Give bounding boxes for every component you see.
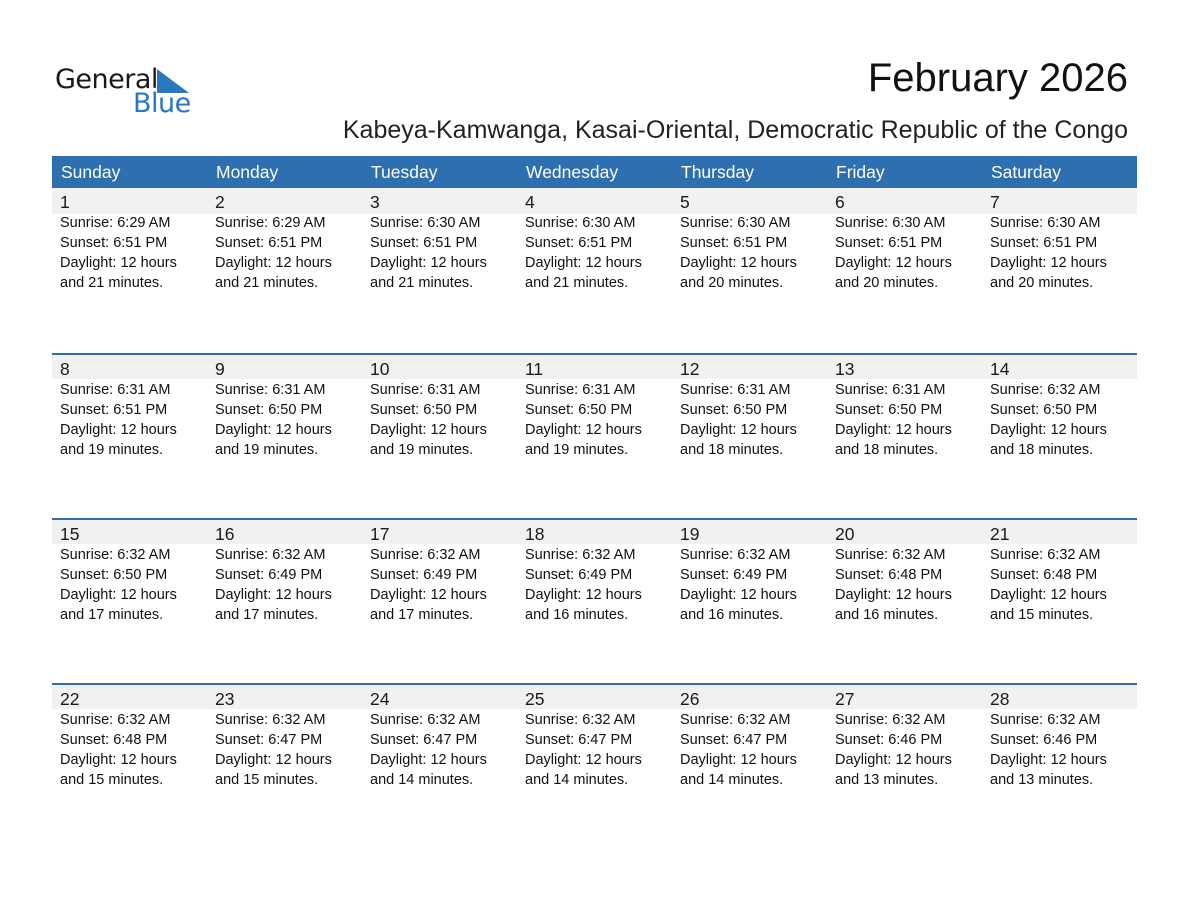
day-cell (827, 188, 982, 293)
sunrise-text: Sunrise: 6:32 AM (370, 547, 481, 563)
sunset-text: Sunset: 6:46 PM (835, 732, 943, 748)
daylight-minutes-text: and 13 minutes. (835, 772, 939, 788)
sunset-text: Sunset: 6:47 PM (680, 732, 788, 748)
sunrise-text: Sunrise: 6:30 AM (525, 215, 636, 231)
day-number: 1 (60, 192, 70, 212)
day-number: 18 (525, 524, 545, 544)
daylight-text: Daylight: 12 hours (835, 255, 952, 271)
daylight-minutes-text: and 18 minutes. (680, 442, 784, 458)
day-cell (982, 188, 1137, 293)
sunrise-text: Sunrise: 6:32 AM (835, 712, 946, 728)
daylight-minutes-text: and 19 minutes. (215, 442, 319, 458)
day-cell (207, 188, 362, 293)
day-cell (827, 683, 982, 790)
daylight-minutes-text: and 17 minutes. (370, 607, 474, 623)
sunset-text: Sunset: 6:50 PM (60, 567, 168, 583)
daylight-text: Daylight: 12 hours (215, 422, 332, 438)
sunset-text: Sunset: 6:50 PM (990, 402, 1098, 418)
day-cell (827, 353, 982, 460)
daylight-text: Daylight: 12 hours (990, 255, 1107, 271)
sunset-text: Sunset: 6:46 PM (990, 732, 1098, 748)
day-cell (52, 683, 207, 790)
day-number: 3 (370, 192, 380, 212)
daylight-minutes-text: and 21 minutes. (525, 275, 629, 291)
day-number: 13 (835, 359, 855, 379)
day-number: 27 (835, 689, 855, 709)
daylight-text: Daylight: 12 hours (835, 587, 952, 603)
daylight-minutes-text: and 19 minutes. (525, 442, 629, 458)
sunrise-text: Sunrise: 6:30 AM (835, 215, 946, 231)
day-cell (207, 353, 362, 460)
logo-word-blue: Blue (133, 88, 191, 119)
day-cell (362, 353, 517, 460)
day-cell (52, 188, 207, 293)
daylight-text: Daylight: 12 hours (525, 255, 642, 271)
day-number: 6 (835, 192, 845, 212)
day-number: 4 (525, 192, 535, 212)
day-number: 11 (525, 359, 544, 379)
day-number: 10 (370, 359, 390, 379)
daylight-text: Daylight: 12 hours (60, 752, 177, 768)
weekday-header-cell: Sunday (61, 162, 121, 182)
daylight-text: Daylight: 12 hours (525, 752, 642, 768)
day-cell (52, 353, 207, 460)
week-row (52, 518, 1137, 683)
daylight-minutes-text: and 20 minutes. (835, 275, 939, 291)
day-cell (672, 683, 827, 790)
day-number: 8 (60, 359, 70, 379)
sunset-text: Sunset: 6:49 PM (370, 567, 478, 583)
sunset-text: Sunset: 6:51 PM (680, 235, 788, 251)
logo (55, 64, 205, 120)
daylight-text: Daylight: 12 hours (990, 587, 1107, 603)
sunset-text: Sunset: 6:47 PM (370, 732, 478, 748)
sunset-text: Sunset: 6:50 PM (370, 402, 478, 418)
day-number: 12 (680, 359, 700, 379)
sunrise-text: Sunrise: 6:31 AM (215, 382, 326, 398)
page-title: February 2026 (867, 56, 1128, 100)
daylight-minutes-text: and 14 minutes. (370, 772, 474, 788)
daylight-minutes-text: and 14 minutes. (680, 772, 784, 788)
sunrise-text: Sunrise: 6:32 AM (525, 712, 636, 728)
sunrise-text: Sunrise: 6:32 AM (990, 547, 1101, 563)
sunrise-text: Sunrise: 6:31 AM (835, 382, 946, 398)
day-cell (517, 518, 672, 625)
daylight-minutes-text: and 16 minutes. (835, 607, 939, 623)
week-row (52, 188, 1137, 353)
weekday-header-cell: Friday (836, 162, 885, 182)
sunrise-text: Sunrise: 6:32 AM (990, 712, 1101, 728)
day-cell (827, 518, 982, 625)
day-number: 5 (680, 192, 690, 212)
sunrise-text: Sunrise: 6:30 AM (680, 215, 791, 231)
day-number: 2 (215, 192, 225, 212)
day-number: 17 (370, 524, 390, 544)
sunset-text: Sunset: 6:51 PM (60, 402, 168, 418)
day-number: 21 (990, 524, 1010, 544)
day-cell (672, 188, 827, 293)
daylight-text: Daylight: 12 hours (990, 422, 1107, 438)
sunset-text: Sunset: 6:51 PM (990, 235, 1098, 251)
day-cell (52, 518, 207, 625)
sunset-text: Sunset: 6:48 PM (60, 732, 168, 748)
daylight-text: Daylight: 12 hours (60, 255, 177, 271)
sunset-text: Sunset: 6:49 PM (680, 567, 788, 583)
sunset-text: Sunset: 6:50 PM (525, 402, 633, 418)
sunrise-text: Sunrise: 6:29 AM (60, 215, 171, 231)
sunrise-text: Sunrise: 6:32 AM (60, 712, 171, 728)
sunrise-text: Sunrise: 6:31 AM (370, 382, 481, 398)
day-number: 22 (60, 689, 80, 709)
day-number: 7 (990, 192, 1000, 212)
sunrise-text: Sunrise: 6:32 AM (60, 547, 171, 563)
sunset-text: Sunset: 6:50 PM (680, 402, 788, 418)
weekday-header-cell: Saturday (991, 162, 1062, 182)
sunset-text: Sunset: 6:51 PM (370, 235, 478, 251)
sunset-text: Sunset: 6:49 PM (525, 567, 633, 583)
daylight-text: Daylight: 12 hours (215, 752, 332, 768)
daylight-text: Daylight: 12 hours (215, 587, 332, 603)
sunset-text: Sunset: 6:48 PM (835, 567, 943, 583)
daylight-minutes-text: and 21 minutes. (60, 275, 164, 291)
daylight-text: Daylight: 12 hours (370, 587, 487, 603)
day-number: 20 (835, 524, 855, 544)
day-cell (207, 518, 362, 625)
sunset-text: Sunset: 6:51 PM (835, 235, 943, 251)
weekday-header-cell: Thursday (681, 162, 754, 182)
day-number: 28 (990, 689, 1010, 709)
daylight-minutes-text: and 13 minutes. (990, 772, 1094, 788)
day-number: 16 (215, 524, 235, 544)
sunrise-text: Sunrise: 6:30 AM (370, 215, 481, 231)
week-row (52, 683, 1137, 848)
daylight-text: Daylight: 12 hours (370, 255, 487, 271)
day-cell (207, 683, 362, 790)
daylight-text: Daylight: 12 hours (525, 422, 642, 438)
sunrise-text: Sunrise: 6:30 AM (990, 215, 1101, 231)
sunrise-text: Sunrise: 6:32 AM (215, 547, 326, 563)
sunrise-text: Sunrise: 6:31 AM (60, 382, 171, 398)
daylight-text: Daylight: 12 hours (835, 752, 952, 768)
sunrise-text: Sunrise: 6:32 AM (835, 547, 946, 563)
sunset-text: Sunset: 6:47 PM (215, 732, 323, 748)
weekday-header-cell: Tuesday (371, 162, 438, 182)
day-cell (362, 683, 517, 790)
daylight-text: Daylight: 12 hours (370, 422, 487, 438)
location-subtitle: Kabeya-Kamwanga, Kasai-Oriental, Democratic Republic of the Congo (342, 116, 1128, 144)
day-cell (362, 188, 517, 293)
day-cell (517, 683, 672, 790)
daylight-text: Daylight: 12 hours (680, 422, 797, 438)
day-cell (672, 518, 827, 625)
sunset-text: Sunset: 6:51 PM (60, 235, 168, 251)
daylight-minutes-text: and 14 minutes. (525, 772, 629, 788)
day-cell (517, 353, 672, 460)
sunrise-text: Sunrise: 6:32 AM (990, 382, 1101, 398)
sunset-text: Sunset: 6:51 PM (215, 235, 323, 251)
sunset-text: Sunset: 6:47 PM (525, 732, 633, 748)
daylight-text: Daylight: 12 hours (680, 752, 797, 768)
day-cell (982, 518, 1137, 625)
sunrise-text: Sunrise: 6:32 AM (370, 712, 481, 728)
sunrise-text: Sunrise: 6:32 AM (215, 712, 326, 728)
day-number: 19 (680, 524, 700, 544)
daylight-text: Daylight: 12 hours (370, 752, 487, 768)
sunrise-text: Sunrise: 6:32 AM (680, 547, 791, 563)
sunset-text: Sunset: 6:49 PM (215, 567, 323, 583)
daylight-minutes-text: and 18 minutes. (990, 442, 1094, 458)
day-cell (982, 683, 1137, 790)
sunrise-text: Sunrise: 6:32 AM (680, 712, 791, 728)
daylight-minutes-text: and 15 minutes. (990, 607, 1094, 623)
daylight-minutes-text: and 19 minutes. (60, 442, 164, 458)
daylight-minutes-text: and 15 minutes. (215, 772, 319, 788)
daylight-minutes-text: and 21 minutes. (370, 275, 474, 291)
sunset-text: Sunset: 6:50 PM (835, 402, 943, 418)
day-number: 25 (525, 689, 545, 709)
daylight-text: Daylight: 12 hours (60, 422, 177, 438)
day-cell (362, 518, 517, 625)
day-number: 15 (60, 524, 80, 544)
sunset-text: Sunset: 6:51 PM (525, 235, 633, 251)
weekday-header-cell: Wednesday (526, 162, 619, 182)
sunrise-text: Sunrise: 6:31 AM (680, 382, 791, 398)
daylight-minutes-text: and 16 minutes. (680, 607, 784, 623)
daylight-minutes-text: and 21 minutes. (215, 275, 319, 291)
daylight-text: Daylight: 12 hours (215, 255, 332, 271)
day-number: 24 (370, 689, 390, 709)
daylight-text: Daylight: 12 hours (835, 422, 952, 438)
day-cell (672, 353, 827, 460)
daylight-text: Daylight: 12 hours (525, 587, 642, 603)
daylight-minutes-text: and 17 minutes. (60, 607, 164, 623)
day-cell (982, 353, 1137, 460)
weekday-header (52, 156, 1137, 188)
day-number: 26 (680, 689, 700, 709)
daylight-minutes-text: and 20 minutes. (990, 275, 1094, 291)
sunrise-text: Sunrise: 6:31 AM (525, 382, 636, 398)
sunrise-text: Sunrise: 6:32 AM (525, 547, 636, 563)
daylight-minutes-text: and 17 minutes. (215, 607, 319, 623)
daylight-text: Daylight: 12 hours (680, 255, 797, 271)
week-row (52, 353, 1137, 518)
daylight-minutes-text: and 19 minutes. (370, 442, 474, 458)
sunrise-text: Sunrise: 6:29 AM (215, 215, 326, 231)
logo-word-general: General (55, 64, 158, 95)
weekday-header-cell: Monday (216, 162, 279, 182)
sunset-text: Sunset: 6:50 PM (215, 402, 323, 418)
daylight-minutes-text: and 16 minutes. (525, 607, 629, 623)
daylight-text: Daylight: 12 hours (60, 587, 177, 603)
day-cell (517, 188, 672, 293)
day-number: 23 (215, 689, 235, 709)
daylight-text: Daylight: 12 hours (680, 587, 797, 603)
daylight-minutes-text: and 20 minutes. (680, 275, 784, 291)
daylight-text: Daylight: 12 hours (990, 752, 1107, 768)
day-number: 9 (215, 359, 225, 379)
day-number: 14 (990, 359, 1010, 379)
daylight-minutes-text: and 18 minutes. (835, 442, 939, 458)
daylight-minutes-text: and 15 minutes. (60, 772, 164, 788)
calendar-grid (52, 156, 1137, 848)
sunset-text: Sunset: 6:48 PM (990, 567, 1098, 583)
